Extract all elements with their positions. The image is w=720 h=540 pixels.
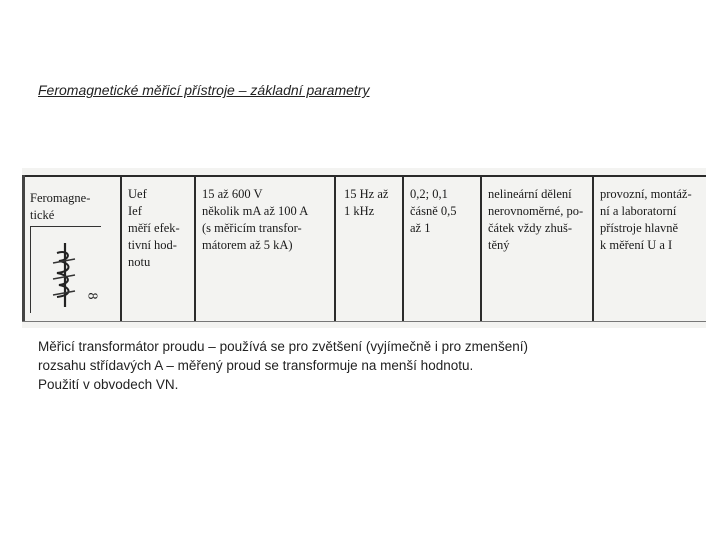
cell-range: 15 až 600 V několik mA až 100 A (s měřicím transfor- mátorem až 5 kA) — [202, 187, 309, 252]
table-left-border — [22, 175, 25, 322]
table-top-border — [22, 175, 706, 177]
cell-frequency: 15 Hz až 1 kHz — [344, 187, 389, 218]
column-divider — [402, 175, 404, 322]
cell-accuracy: 0,2; 0,1 čásně 0,5 až 1 — [410, 187, 457, 235]
page-title: Feromagnetické měřicí přístroje – základní parametry — [38, 82, 370, 98]
cell-usage: provozní, montáž- ní a laboratorní přístroje hlavně k měření U a I — [600, 187, 692, 252]
scanned-table-image — [22, 168, 706, 328]
paragraph-line: rozsahu střídavých A – měřený proud se transformuje na menší hodnotu. — [38, 358, 474, 373]
column-divider — [194, 175, 196, 322]
cell-type: Feromagne- tické — [30, 191, 91, 222]
column-divider — [592, 175, 594, 322]
description-paragraph — [38, 337, 698, 394]
column-divider — [480, 175, 482, 322]
table-bottom-border — [22, 321, 706, 322]
ferromagnetic-symbol-icon — [45, 239, 85, 311]
paragraph-line: Použití v obvodech VN. — [38, 377, 179, 392]
instrument-symbol-box — [30, 226, 101, 313]
cell-scale: nelineární dělení nerovnoměrné, po- čátek vždy zhuš- těný — [488, 187, 584, 252]
paragraph-line: Měřicí transformátor proudu – používá se pro zvětšení (vyjímečně i pro zmenšení) — [38, 339, 528, 354]
symbol-digit: 8 — [84, 292, 100, 300]
column-divider — [120, 175, 122, 322]
cell-measured-values: Uef Ief měří efek- tivní hod- notu — [128, 187, 180, 269]
column-divider — [334, 175, 336, 322]
